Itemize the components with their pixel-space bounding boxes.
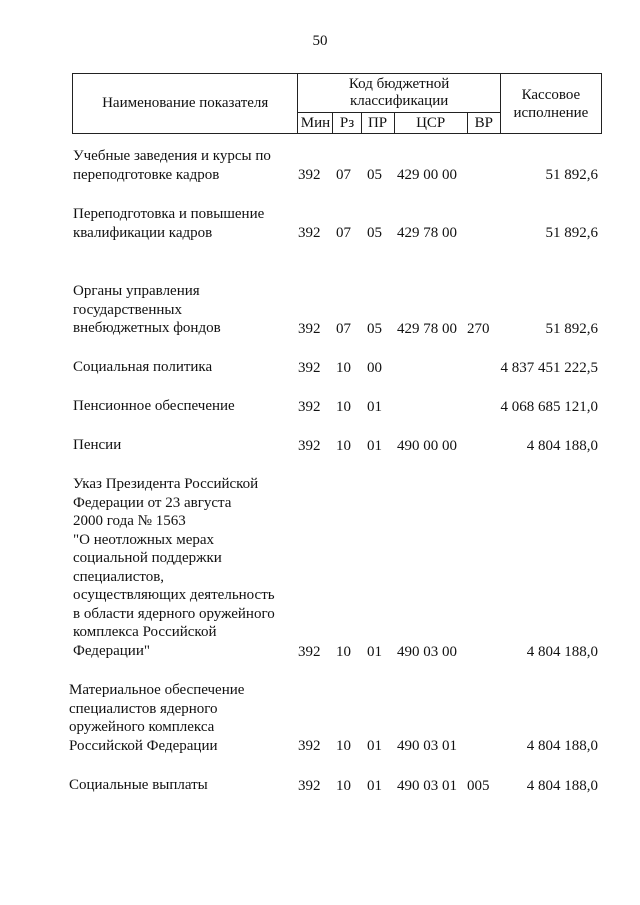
row-min: 392 xyxy=(298,320,321,337)
row-amount: 4 837 451 222,5 xyxy=(500,359,598,376)
row-name: Социальная политика xyxy=(73,359,213,375)
row-rz: 10 xyxy=(336,398,351,415)
row-rz: 07 xyxy=(336,224,351,241)
row-amount: 51 892,6 xyxy=(545,166,598,183)
row-min: 392 xyxy=(298,166,321,183)
row-amount: 51 892,6 xyxy=(545,224,598,241)
row-min: 392 xyxy=(298,777,321,794)
header-name-column: Наименование показателя xyxy=(73,74,298,134)
row-csr: 429 78 00 xyxy=(397,224,457,241)
row-min: 392 xyxy=(298,359,321,376)
row-rz: 10 xyxy=(336,359,351,376)
row-min: 392 xyxy=(298,643,321,660)
row-pr: 05 xyxy=(367,224,382,241)
row-csr: 490 03 01 xyxy=(397,777,457,794)
row-amount: 4 804 188,0 xyxy=(526,737,598,754)
row-rz: 07 xyxy=(336,320,351,337)
row-name: Социальные выплаты xyxy=(69,777,208,793)
row-min: 392 xyxy=(298,224,321,241)
header-col-rz: Рз xyxy=(333,113,361,134)
header-col-min: Мин xyxy=(298,113,333,134)
row-name: Переподготовка и повышение квалификации кадров xyxy=(73,206,265,241)
row-rz: 10 xyxy=(336,777,351,794)
header-col-csr: ЦСР xyxy=(394,113,467,134)
row-amount: 4 068 685 121,0 xyxy=(500,398,598,415)
row-pr: 00 xyxy=(367,359,382,376)
table-row xyxy=(0,282,640,338)
row-pr: 05 xyxy=(367,320,382,337)
table-row xyxy=(0,436,640,455)
row-csr: 490 03 01 xyxy=(397,737,457,754)
table-row xyxy=(0,147,640,184)
table-row xyxy=(0,397,640,416)
row-min: 392 xyxy=(298,737,321,754)
row-vr: 270 xyxy=(467,320,490,337)
header-code-group: Код бюджетной классификации xyxy=(298,74,500,113)
row-amount: 4 804 188,0 xyxy=(526,643,598,660)
table-row xyxy=(0,358,640,377)
row-pr: 05 xyxy=(367,166,382,183)
row-vr: 005 xyxy=(467,777,490,794)
row-name: Пенсионное обеспечение xyxy=(73,398,235,414)
row-amount: 4 804 188,0 xyxy=(526,777,598,794)
row-pr: 01 xyxy=(367,437,382,454)
table-row xyxy=(0,205,640,242)
row-rz: 10 xyxy=(336,643,351,660)
row-min: 392 xyxy=(298,398,321,415)
table-row xyxy=(0,681,640,755)
row-amount: 51 892,6 xyxy=(545,320,598,337)
row-name: Материальное обеспечение специалистов ядерного оружейного комплекса Российской Федерации xyxy=(69,682,245,754)
row-csr: 429 00 00 xyxy=(397,166,457,183)
row-name: Пенсии xyxy=(73,437,122,453)
row-pr: 01 xyxy=(367,737,382,754)
row-csr: 490 00 00 xyxy=(397,437,457,454)
row-amount: 4 804 188,0 xyxy=(526,437,598,454)
row-csr: 429 78 00 xyxy=(397,320,457,337)
header-col-pr: ПР xyxy=(361,113,394,134)
row-pr: 01 xyxy=(367,398,382,415)
table-row xyxy=(0,475,640,661)
page-number: 50 xyxy=(312,33,328,49)
row-pr: 01 xyxy=(367,643,382,660)
row-rz: 10 xyxy=(336,737,351,754)
header-cash-column: Кассовое исполнение xyxy=(500,74,601,134)
row-rz: 07 xyxy=(336,166,351,183)
row-name: Учебные заведения и курсы по переподготовке кадров xyxy=(73,148,271,183)
row-min: 392 xyxy=(298,437,321,454)
table-row xyxy=(0,776,640,795)
row-name: Органы управления государственных внебюджетных фондов xyxy=(73,283,221,336)
row-name: Указ Президента Российской Федерации от 23 августа 2000 года № 1563 "О неотложных мерах социальной поддержки специалистов, осуществляющих деятельность в области ядерного оружейного комплекса Российской Федерации" xyxy=(73,476,275,659)
header-col-vr: ВР xyxy=(467,113,500,134)
row-pr: 01 xyxy=(367,777,382,794)
row-csr: 490 03 00 xyxy=(397,643,457,660)
row-rz: 10 xyxy=(336,437,351,454)
